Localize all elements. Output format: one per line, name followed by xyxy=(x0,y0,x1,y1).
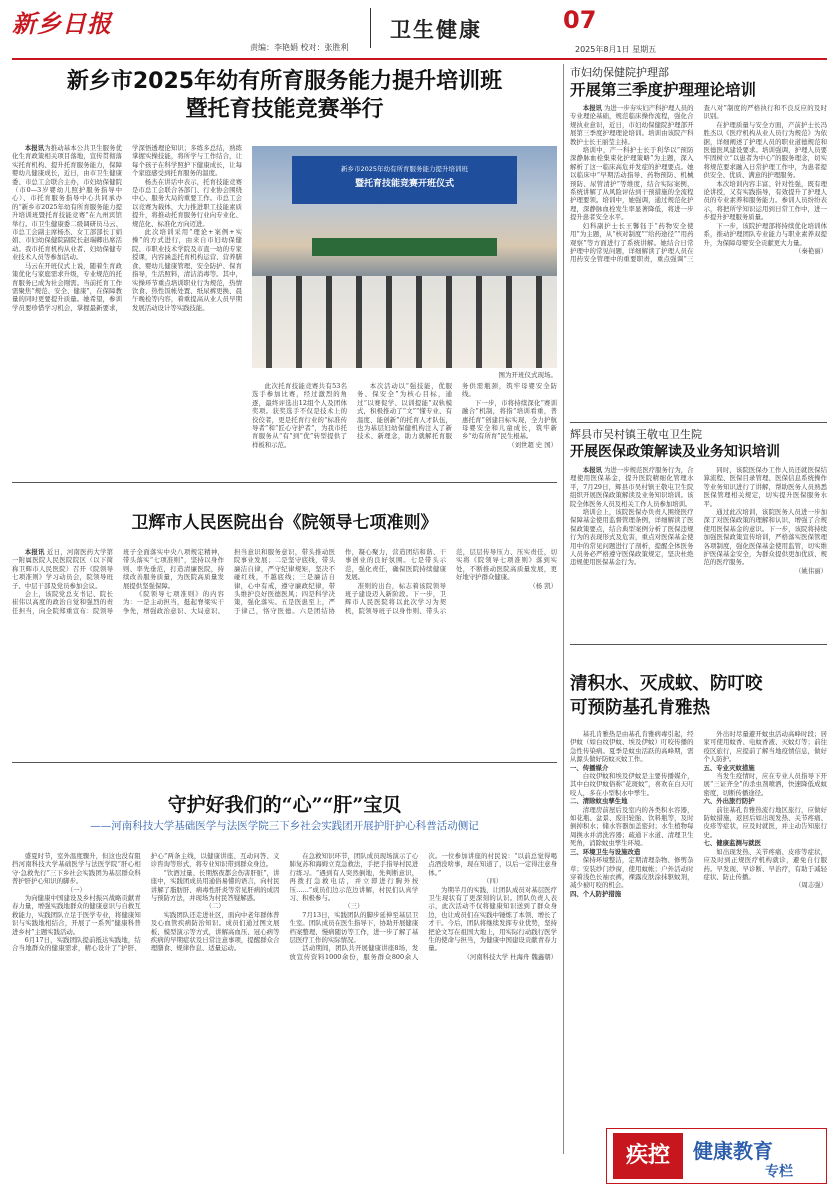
head-table xyxy=(312,238,497,256)
article-2-body xyxy=(570,104,827,416)
a5-subtitle: ——河南科技大学基础医学与法医学院三下乡社会实践团开展护肝护心科普活动侧记 xyxy=(90,820,479,832)
a6-headline-line1: 清积水、灭成蚊、防叮咬 xyxy=(570,674,763,694)
rule-a4-top xyxy=(12,482,557,483)
a2-p3: 妇科副护士长王馨钰于“药物安全使用”为主题，从“核对制度”“给药途径”“用药观察”等方面进行了系统讲解。她结合日常护理中的常见问题，详细解读了护理人员在用药安全管理中的重要职责，重点强调“三查八对”制度的严格执行和不良反应的及时识别。 xyxy=(570,104,827,264)
article-6 xyxy=(570,652,827,1122)
rule-a2 xyxy=(570,422,827,423)
a5-p1: 盛夏时节，室外温度骤升，但这也没有阻挡河南科技大学基础医学与法医学院“肝心相守·急救先行”三下乡社会实践团为基层群众科普护肝护心知识的脚步。 xyxy=(12,852,141,886)
a6-p3: 清理房前屋后及室内的各类积水容器，如花瓶、盆景、废旧轮胎、饮料瓶等，及时倒掉积水；储水容器加盖密封；水生植物每周换水并清洗容器；疏通下水道、清理卫生死角，消除蚊虫孳生环境。 xyxy=(570,805,694,848)
event-photo xyxy=(252,146,557,368)
a5-p6: 在急救知识环节，团队成员现场演示了心肺复苏和海姆立克急救法，手把手指导村民进行练习。“遇到有人突然倒地，先判断意识，再拨打急救电话，并立即进行胸外按压……”成员们边示范边讲解，村民们认真学习、积极参与。 xyxy=(289,852,419,903)
a6-h1: 一、传播媒介 xyxy=(570,763,609,772)
stage-banner-line2: 暨托育技能竞赛开班仪式 xyxy=(354,179,454,189)
masthead-divider xyxy=(370,8,371,48)
a3-p1: 为进一步规范医疗服务行为，合理使用医保基金，提升医院精细化管理水平，7月29日，辉县市吴村镇王敬屯卫生院组织开展医保政策解读及业务知识培训。该院全体医务人员及相关工作人员参加培训。 xyxy=(570,466,694,508)
a1-p7: 下一步，市将持续深化“赛训融合”机制，将指“培训看重，普惠托育”创建目标实现，全力护航母婴安全和儿童成长，筑牢新乡“幼有所育”民生根基。 xyxy=(462,398,557,441)
rule-a4-bottom xyxy=(12,762,557,763)
a3-author: （姚伟丽） xyxy=(795,566,827,575)
a4-headline: 卫辉市人民医院出台《院领导七项准则》 xyxy=(131,513,438,533)
a2-p4: 在护理质量与安全方面，产前护士长冯胜杰以《医疗机构从业人员行为规范》为依据，详细阐述了护理人员的职业道德规范和医德医风建设要求。培训强调，护理人员要牢固树立“以患者为中心”的服务理念，切实将规范要求融入日常护理工作中，为患者提供安全、优质、满意的护理服务。 xyxy=(703,120,827,180)
headline-1-line2: 暨托育技能竞赛举行 xyxy=(185,97,384,122)
a2-author: （秦艳丽） xyxy=(795,246,827,255)
article-1 xyxy=(12,64,557,476)
column-divider xyxy=(563,64,564,1154)
a6-p4: 保持环境整洁，定期清理杂物、修剪杂草；安装纱门纱窗，使用蚊帐；户外活动时穿着浅色长袖衣裤，裸露皮肤涂抹驱蚊剂，减少被叮咬的机会。 xyxy=(570,856,694,890)
article-1-body-left xyxy=(12,144,242,474)
a4-p1: 近日，河南医药大学第一附属医院人民医院院区（以下简称卫辉市人民医院）召开《院领导七项准则》学习动员会，院领导班子、中层干部及党员参加会议。 xyxy=(12,548,114,590)
photo-caption: 图为开班仪式现场。 xyxy=(498,371,557,379)
a6-p5: 外出时尽量避开蚊虫活动高峰时段；居家可使用蚊香、电蚊香液、灭蚊灯等；前往疫区旅行，应提前了解当地疫情信息，做好个人防护。 xyxy=(703,730,827,764)
article-5-body xyxy=(12,852,557,1192)
headline-1-line1: 新乡市2025年幼有所育服务能力提升培训班 xyxy=(66,69,503,94)
a6-p6: 当发生疫情时，应在专业人员指导下开展“三证齐全”的杀虫剂喷洒，快速降低成蚊密度，切断传播途径。 xyxy=(703,772,827,797)
a3-p3: 同时，该院医保办工作人员还就医保结算流程、医保目录管理、医保信息系统操作等业务知识进行了讲解，帮助医务人员熟悉医保管理相关规定，切实提升医保服务水平。 xyxy=(703,466,827,508)
article-5 xyxy=(12,770,557,1190)
a6-p2: 白纹伊蚊和埃及伊蚊是主要传播媒介，其中白纹伊蚊俗称“花斑蚊”，喜欢在白天叮咬人，多在小型积水中孳生。 xyxy=(570,772,694,797)
a6-h3: 三、环境卫生与设施改造 xyxy=(570,847,641,856)
a4-p3: 《院领导七项准则》的内容为：一是主动担当，挺起脊梁实干争先，增强政治意识、大局意识、担当意识和服务意识，带头推动医院事业发展；二是坚守底线，带头廉洁自律，严守纪律规矩，坚决不碰红线，不越底线；三是廉洁自律，心中有戒，遵守廉政纪律，带头维护良好医德医风；四是科学决策，强化落实。五是医患至上，严于律己，恪守医德。六是团结协作，凝心聚力，营造团结和谐、干事创业的良好氛围。七是带头示范，强化责任，确保医院持续健康发展。 xyxy=(123,548,446,615)
article-4-body xyxy=(12,548,557,738)
a6-h6: 六、外出旅行防护 xyxy=(703,797,755,806)
a5-headline: 守护好我们的“心”“肝”宝贝 xyxy=(167,794,402,816)
article-1-body-bottom xyxy=(252,382,557,474)
editors-line: 责编：李艳娟 校对：张胜利 xyxy=(250,43,349,52)
issue-date: 2025年8月1日 星期五 xyxy=(575,45,657,54)
a2-p6: 下一步，该院护理部将持续优化培训体系，推动护理团队专业能力与职业素养双提升，为保障母婴安全贡献更大力量。 xyxy=(703,221,827,247)
a6-p1: 基孔肯雅热是由基孔肯雅病毒引起，经伊蚊（如白纹伊蚊、埃及伊蚊）叮咬传播的急性传染病。夏季是蚊虫活跃的高峰期，需从源头做好防蚊灭蚊工作。 xyxy=(570,730,694,764)
a5-author: （河南科技大学 杜海舟 魏鑫朝） xyxy=(463,952,557,961)
lead-2: 本报讯 xyxy=(582,104,602,112)
a5-p5: 实践团队还走进社区，面向中老年群体普及心血管疾病防治知识。成员们通过图文展板、模型演示等方式，讲解高血压、冠心病等疾病的早期症状及日常注意事项，提醒群众合理膳食、规律作息、适量运动。 xyxy=(150,910,280,953)
a5-p9: 为期半月的实践，让团队成员对基层医疗卫生现状有了更深刻的认识。团队负责人表示，此次活动不仅将健康知识送到了群众身边，也让成员们在实践中锤炼了本领、增长了才干。今后，团队将继续发挥专业优势，坚持把论文写在祖国大地上，用实际行动践行医学生的使命与担当，为健康中国建设贡献青春力量。 xyxy=(428,885,557,953)
article-2 xyxy=(570,66,827,420)
a5-p7: 7月13日，实践团队的脚步延伸至基层卫生室。团队成员在医生指导下，协助开展健康档案整理、慢病随访等工作，进一步了解了基层医疗工作的实际情况。 xyxy=(289,910,419,945)
article-3-body xyxy=(570,466,827,638)
a3-kicker: 辉县市吴村镇王敬屯卫生院 xyxy=(570,428,702,441)
stage-banner-line1: 新乡市2025年幼有所育服务能力提升培训班 xyxy=(340,165,469,173)
a1-p4: 此次培训采用“理论+案例+实操”的方式进行，由来自市妇幼保健院、市职业技术学院及市直一幼的专家授课，内容涵盖托育机构运营、营养膳食、婴幼儿健康管理、安全防护、保育指导，生活照料，清洁消毒等。其中，实操环节重点培训职业行为规范，热情饮食、热性饭帐处置、纸尿裤更换、晨午晚检等内容，着重提高从业人员早期发展活动设计等实践技能。 xyxy=(132,228,242,312)
page-number: 07 xyxy=(563,6,597,34)
a5-h3: （三） xyxy=(344,902,364,911)
a3-headline: 开展医保政策解读及业务知识培训 xyxy=(570,444,780,460)
a2-p5: 本次培训内容丰富、针对性强，既有理论讲授，又有实践指导，有效提升了护理人员的专业素养和服务能力。参训人员纷纷表示，将把所学知识运用到日常工作中，进一步提升护理服务质量。 xyxy=(703,179,827,222)
a2-p2: 培训中，产一科护士长于利华以“预防深静脉血栓集束化护理策略”为主题，深入解析了这一临床高危并发症的护理要点。她以临床中“早期活动指导、药物预防、机械预防、尿管清护”等维度，结合实际案例，系统讲解了从风险评估到干预措施的全流程护理要领。培训中，她强调，通过规范化护理，深静脉血栓发生率显著降低，将进一步提升患者安全水平。 xyxy=(570,146,694,222)
a4-author: （杨 凯） xyxy=(529,581,557,590)
a5-h4: （四） xyxy=(483,877,503,886)
audience-rows xyxy=(252,276,557,368)
banner-tag: 疾控 xyxy=(613,1133,683,1179)
a2-headline: 开展第三季度护理理论培训 xyxy=(570,80,757,99)
rule-a3 xyxy=(570,644,827,645)
a6-p7: 前往基孔肯雅热流行地区旅行，应做好防蚊措施，返回后如出现发热、关节疼痛、皮疹等症状，应及时就医，并主动告知旅行史。 xyxy=(703,805,827,839)
a5-h1: （一） xyxy=(66,885,86,894)
headline-1 xyxy=(12,68,557,124)
a6-h5: 五、专业灭蚊措施 xyxy=(703,763,755,772)
a5-p8: 活动期间，团队共开展健康讲座8场，发放宣传资料1000余份，服务群众800余人次。一位参加讲座的村民说：“以前总觉得喝点酒没啥事，现在知道了，以后一定得注意身体。” xyxy=(289,852,557,961)
a6-author: （周志强） xyxy=(795,881,827,890)
a2-p1: 为进一步夯实妇产科护理人员的专业理论基础，规范临床操作流程，强化合规执业意识，近日，市妇幼保健院护理部开展第三季度护理理论培训。培训由该院产科教护士长王丽莹主持。 xyxy=(570,104,694,146)
a3-p2: 培训会上，该院医保办负责人围绕医疗保障基金使用监督管理条例，详细解读了医保政策要点，结合典型案例分析了医保违规行为的表现形式及危害，重点对医保基金使用中的常见问题进行了剖析，提醒全体医务人员务必严格遵守医保政策规定，坚决杜绝违规使用医保基金行为。 xyxy=(570,508,694,567)
a5-p3: 6月17日，实践团队提前抵达实践地，结合当地群众的健康需求，精心设计了“护肝、护心”两条主线，以健康讲座、互动问答、义诊咨询等形式，将专业知识带到群众身边。 xyxy=(12,852,280,953)
banner-sub: 专栏 xyxy=(765,1164,793,1180)
a5-h2: （二） xyxy=(205,902,225,911)
a5-p2: 为向健康中国建设及乡村振兴战略贡献青春力量，增强实践地群众的健康意识与自救互救能力，实践团队立足于医学专业，将健康知识与实践地相结合，开展了一系列“健康科普进乡村”主题实践活动。 xyxy=(12,894,141,936)
a6-headline-line2: 可预防基孔肯雅热 xyxy=(570,698,710,718)
lead-3: 本报讯 xyxy=(582,466,602,474)
a1-p5: 此次托育技能竞赛共有53名选手参加比赛，经过激烈的角逐，最终评选出12组个人及团体奖项。获奖选手不仅是技术上的佼佼者，更是托育行业的“标准传导者”和“匠心守护者”，为我市托育服务从“有”到“优”转型提供了样板和示范。 xyxy=(252,382,347,449)
article-6-body xyxy=(570,730,827,1120)
lead-1: 本报讯 xyxy=(24,144,45,152)
a1-author: （刘世超 史 国） xyxy=(508,440,557,449)
banner-title: 健康教育 xyxy=(693,1139,773,1163)
a6-p8: 如出现发热、关节疼痛、皮疹等症状，应及时到正规医疗机构就诊，避免自行服药。早发现、早诊断、早治疗，有助于减轻症状、防止传播。 xyxy=(703,847,827,881)
a1-p2: 马云在开班仪式上说，随着生育政策优化与家庭需求升级，专业规范的托育服务已成为社会刚需。当前托育工作需聚焦“规范、安全、健康”，在保障教量的同时更要提升质量。她希望，参训学员要珍惜学习机会，掌握最新要求，学深悟透理论知识；多练多总结，熟练掌握实操技能，将所学与工作结合，让每个孩子在科学照护下健康成长，让每个家庭感受到托育服务的温度。 xyxy=(12,144,242,312)
a1-p1: 为推动基本公共卫生服务优化生育政策相关项目落地，宣传贯彻落实托育机构、提升托育服务能力，保障婴幼儿健康成长，近日，由市卫生健康委、市总工会联合主办，市妇幼保健院（市0—3岁婴幼儿照护服务指导中心）、市托育服务指导中心共同承办的“新乡市2025年幼有所育服务能力提升培训班暨托育技能竞赛”在九州宾馆举行。市卫生健康委二级调研员马云、市总工会副主席杨杰、女工部部长丁娟娟、市妇幼保健院副院长赵瑞卿出席活动。我市托育机构从业者、妇幼保健专业技术人员等参加活动。 xyxy=(12,144,123,262)
column-banner xyxy=(606,1128,827,1184)
a2-kicker: 市妇幼保健院护理部 xyxy=(570,66,669,79)
a6-h7: 七、健康监测与就医 xyxy=(703,839,762,848)
lead-4: 本报讯 xyxy=(24,548,45,556)
section-title: 卫生健康 xyxy=(390,17,482,42)
article-3 xyxy=(570,428,827,640)
newspaper-logo: 新乡日报 xyxy=(12,9,112,38)
a4-p4: 准则的出台，标志着该院领导班子建设迈入新阶段。下一步，卫辉市人民医院将以此次学习为契机，院领导班子以身作则、带头示范，层层传导压力、压实责任，切实将《院领导七项准则》落到实处，不断推动医院高质量发展，更好地守护群众健康。 xyxy=(345,548,557,615)
a4-p2: 会上，该院党总支书记、院长崔伟以高度的政治自觉和强烈的责任担当，向全院郑重宣布：院领导班子全面落实中央八项规定精神，带头落实“七项准则”，坚持以身作则、率先垂范，打造清廉医院，持续改善服务质量，为医院高质量发展提供坚强保障。 xyxy=(12,548,224,615)
a6-h4: 四、个人防护措施 xyxy=(570,889,622,898)
article-4 xyxy=(12,488,557,758)
a5-p4: “饮酒过量、长期熬夜都会伤害肝脏”，讲座中，实践团成员用通俗易懂的语言，向村民讲解了脂肪肝、病毒性肝炎等常见肝病的成因与预防方法，并现场为村民答疑解惑。 xyxy=(150,868,280,903)
a1-p3: 杨杰在讲话中表示，托育技能竞赛是市总工会联合各部门、行业协会围绕中心、服务大局的重要工作。市总工会以竞赛为载体，大力推进职工技能素质提升，将推动托育服务行业向专业化、规范化、标准化方向迈进。 xyxy=(132,177,242,228)
a6-h2: 二、清除蚊虫孳生地 xyxy=(570,797,628,806)
masthead-rule xyxy=(12,58,827,60)
stage-banner xyxy=(292,156,517,204)
masthead xyxy=(0,0,837,62)
a3-p4: 通过此次培训，该院医务人员进一步加深了对医保政策的理解和认识，增强了合规使用医保基金的意识。下一步，该院将持续加强医保政策宣传培训，严格落实医保管理各项制度，强化医保基金使用监管，切实维护医保基金安全，为群众提供更加优质、规范的医疗服务。 xyxy=(703,508,827,567)
a1-p6: 本次活动以“强技能，优服务、保安全”为核心目标，通过“以赛促学、以训提能”双轨模式，积极推动了“文”“懂专业、有温度、能创新”的托育人才队伍，也为基层妇幼保健机构注入了新技术、新理念，助力就解托育服务供需瓶颈，筑牢母婴安全防线。 xyxy=(357,382,557,441)
